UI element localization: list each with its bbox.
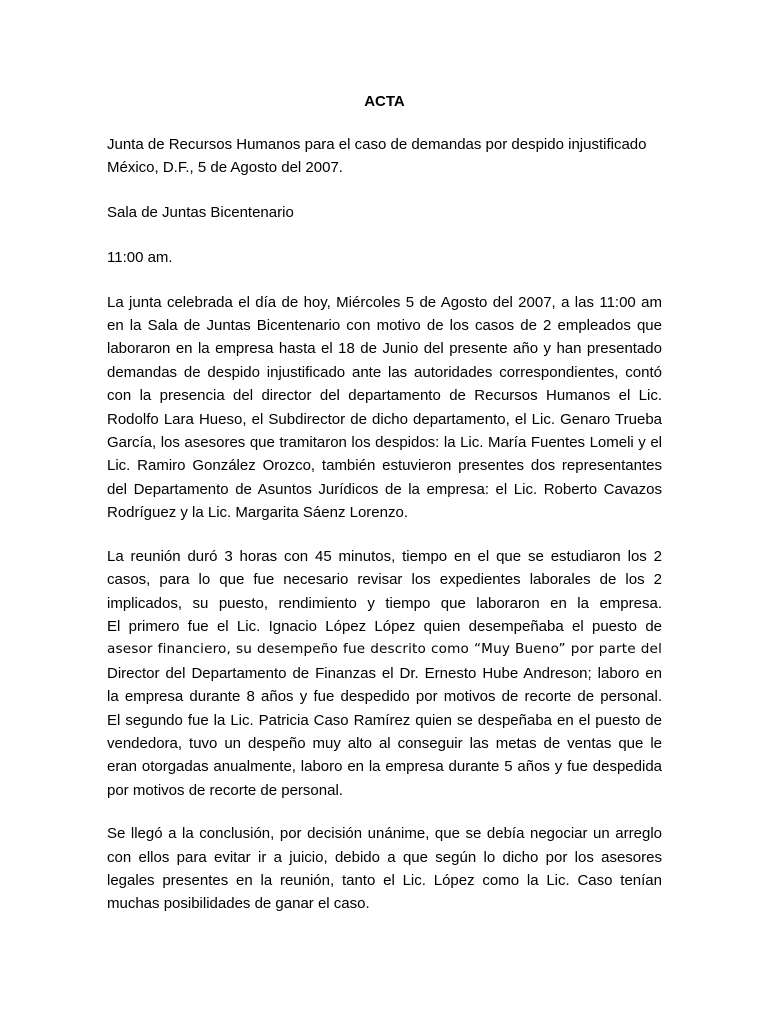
paragraph-line: García, los asesores que tramitaron los despidos: la Lic. María Fuentes Lomeli y el (107, 434, 662, 452)
paragraph-attendees (107, 291, 662, 525)
paragraph-line: asesor financiero, su desempeño fue descrito como “Muy Bueno” por parte del (107, 641, 662, 658)
paragraph-line: implicados, su puesto, rendimiento y tiempo que laboraron en la empresa. (107, 594, 662, 612)
paragraph-line: Lic. Ramiro González Orozco, también estuvieron presentes dos representantes (107, 457, 662, 475)
paragraph-line: La junta celebrada el día de hoy, Miércoles 5 de Agosto del 2007, a las 11:00 am (107, 293, 662, 311)
paragraph-line: laboraron en la empresa hasta el 18 de Junio del presente año y han presentado (107, 340, 662, 358)
paragraph-line: con la presencia del director del departamento de Recursos Humanos el Lic. (107, 387, 662, 405)
header-line: México, D.F., 5 de Agosto del 2007. (107, 159, 343, 177)
paragraph-cases (107, 545, 662, 802)
paragraph-line: Se llegó a la conclusión, por decisión unánime, que se debía negociar un arreglo (107, 825, 662, 843)
paragraph-line: del Departamento de Asuntos Jurídicos de la empresa: el Lic. Roberto Cavazos (107, 480, 662, 498)
paragraph-line: vendedora, tuvo un despeño muy alto al conseguir las metas de ventas que le (107, 734, 662, 752)
paragraph-line: Rodríguez y la Lic. Margarita Sáenz Lorenzo. (107, 504, 408, 522)
paragraph-line: eran otorgadas anualmente, laboro en la empresa durante 5 años y fue despedida (107, 758, 662, 776)
paragraph-line: La reunión duró 3 horas con 45 minutos, tiempo en el que se estudiaron los 2 (107, 547, 662, 565)
paragraph-line: por motivos de recorte de personal. (107, 781, 343, 799)
document-title: ACTA (364, 93, 405, 110)
paragraph-line: casos, para lo que fue necesario revisar los expedientes laborales de los 2 (107, 571, 662, 589)
meeting-location: Sala de Juntas Bicentenario (107, 203, 294, 221)
paragraph-line: El primero fue el Lic. Ignacio López López quien desempeñaba el puesto de (107, 617, 662, 635)
paragraph-line: Director del Departamento de Finanzas el Dr. Ernesto Hube Andreson; laboro en (107, 664, 662, 682)
paragraph-line: demandas de despido injustificado ante las autoridades correspondientes, contó (107, 363, 662, 381)
header-line: Junta de Recursos Humanos para el caso de demandas por despido injustificado (107, 136, 647, 153)
paragraph-line: Rodolfo Lara Hueso, el Subdirector de dicho departamento, el Lic. Genaro Trueba (107, 410, 662, 428)
paragraph-line: en la Sala de Juntas Bicentenario con motivo de los casos de 2 empleados que (107, 317, 662, 335)
document-body (107, 90, 662, 916)
paragraph-line: muchas posibilidades de ganar el caso. (107, 895, 370, 913)
document-header (107, 133, 662, 180)
meeting-time: 11:00 am. (107, 249, 173, 267)
paragraph-line: con ellos para evitar ir a juicio, debido a que según lo dicho por los asesores (107, 848, 662, 866)
paragraph-line: legales presentes en la reunión, tanto el Lic. López como la Lic. Caso tenían (107, 871, 662, 889)
paragraph-line: la empresa durante 8 años y fue despedido por motivos de recorte de personal. (107, 688, 662, 706)
paragraph-conclusion (107, 822, 662, 916)
paragraph-line: El segundo fue la Lic. Patricia Caso Ramírez quien se despeñaba en el puesto de (107, 711, 662, 729)
